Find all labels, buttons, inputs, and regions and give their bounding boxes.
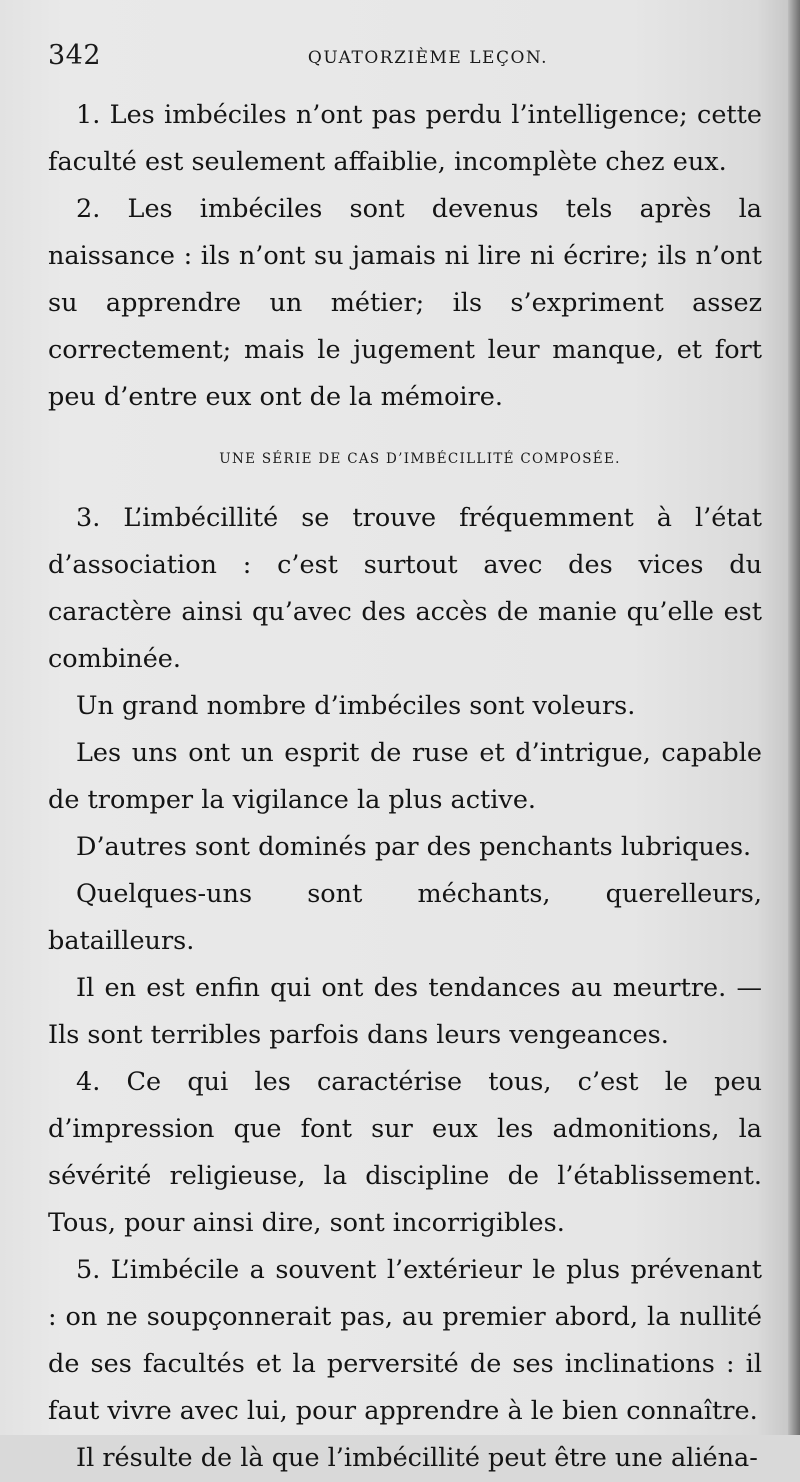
paragraph-final: Il résulte de là que l’imbécillité peut être une aliéna-: [76, 1443, 758, 1473]
running-head: QUATORZIÈME LEÇON.: [307, 48, 549, 68]
paragraph-5: 5. L’imbécile a souvent l’extérieur le plus prévenant : on ne soupçonnerait pas, au premier abord, la nullité de ses facultés et la perversité de ses inclinations : il faut vivre avec lui, pour apprendre à le bien connaître.: [48, 1255, 762, 1426]
paragraph-2: 2. Les imbéciles sont devenus tels après la naissance : ils n’ont su jamais ni lire ni écrire; ils n’ont su apprendre un métier; ils s’expriment assez correctement; mais le jugement leur manque, et fort peu d’entre eux ont de la mémoire.: [48, 194, 762, 412]
paragraph-meurtre: Il en est enfin qui ont des tendances au meurtre. — Ils sont terribles parfois dans leurs vengeances.: [48, 973, 762, 1050]
body-text: [48, 92, 762, 1482]
paragraph-1: 1. Les imbéciles n’ont pas perdu l’intelligence; cette faculté est seulement affaiblie, incomplète chez eux.: [48, 100, 762, 177]
page-number: 342: [48, 40, 102, 71]
paragraph-mechants: Quelques-uns sont méchants, querelleurs, batailleurs.: [48, 879, 762, 956]
section-heading: UNE SÉRIE DE CAS D’IMBÉCILLITÉ COMPOSÉE.: [219, 451, 621, 467]
paragraph-lubriques: D’autres sont dominés par des penchants lubriques.: [76, 832, 752, 862]
paragraph-voleurs: Un grand nombre d’imbéciles sont voleurs.: [76, 691, 636, 721]
paragraph-4: 4. Ce qui les caractérise tous, c’est le peu d’impression que font sur eux les admonitions, la sévérité religieuse, la discipline de l’établissement. Tous, pour ainsi dire, sont incorrigibles.: [48, 1067, 762, 1238]
page-header: [48, 40, 748, 80]
paragraph-3: 3. L’imbécillité se trouve fréquemment à l’état d’association : c’est surtout avec des vices du caractère ainsi qu’avec des accès de manie qu’elle est combinée.: [48, 503, 762, 674]
page-edge-shadow: [788, 0, 800, 1435]
paragraph-ruse: Les uns ont un esprit de ruse et d’intrigue, capable de tromper la vigilance la plus active.: [48, 738, 762, 815]
